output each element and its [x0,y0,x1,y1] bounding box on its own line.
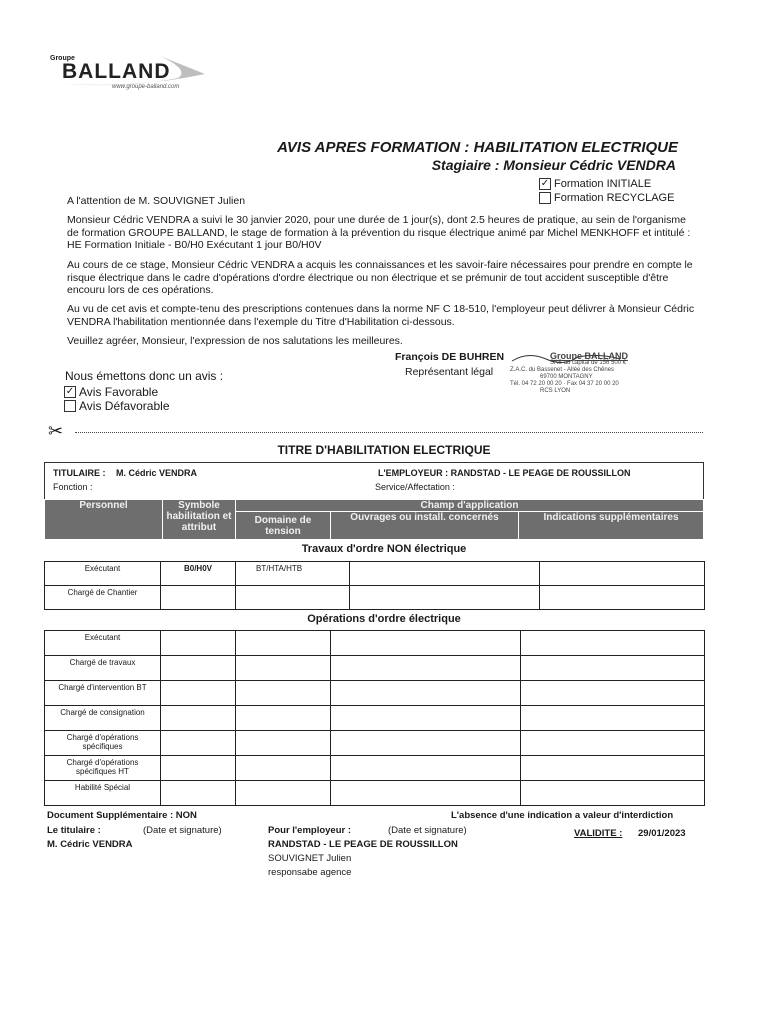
titulaire-label: TITULAIRE : [53,468,106,478]
employeur-label: L'EMPLOYEUR : [378,468,449,478]
cell-domaine [236,681,331,706]
table-row [45,756,705,781]
cell-domaine [236,756,331,781]
titulaire-date-label: (Date et signature) [143,825,222,836]
validite-date: 29/01/2023 [638,828,686,839]
stamp-line: Tél. 04 72 20 00 20 · Fax 04 37 20 00 20 [510,381,619,387]
avis-defavorable-checkbox[interactable] [64,400,76,412]
stamp-line: RCS LYON [540,388,571,394]
formation-recyclage-checkbox[interactable] [539,192,551,204]
paragraph-2: Au cours de ce stage, Monsieur Cédric VENDRA a acquis les connaissances et les savoir-faire nécessaires pour prendre en compte le risque électrique dans le cadre d'opérations d'ordre électrique ou non électrique et se prémunir de tout accident susceptible d'être encouru lors de ces opérations. [67,259,693,296]
cell-symbole [161,781,236,806]
employeur-field [378,468,631,478]
header-personnel: Personnel [45,500,163,540]
section-non-electrique-title: Travaux d'ordre NON électrique [301,543,467,555]
cell-personnel: Chargé d'opérations spécifiques HT [45,756,161,781]
cell-symbole [161,631,236,656]
cell-symbole [161,756,236,781]
titulaire-sign-name: M. Cédric VENDRA [47,839,133,850]
avis-defavorable-label: Avis Défavorable [79,398,170,413]
logo-name: BALLAND [62,60,171,83]
habilitation-table-header [44,499,704,540]
paragraph-4: Veuillez agréer, Monsieur, l'expression de nos salutations les meilleures. [67,335,403,347]
validite-label: VALIDITE : [574,828,623,839]
cell-ouvrages [331,756,521,781]
cell-indications [521,631,705,656]
cell-ouvrages [331,681,521,706]
table-row [45,681,705,706]
cell-symbole [161,681,236,706]
cell-ouvrages [331,656,521,681]
signatory-name: François DE BUHREN [395,351,505,363]
cell-personnel: Chargé d'intervention BT [45,681,161,706]
cell-symbole [161,656,236,681]
cell-ouvrages [331,631,521,656]
cell-personnel: Exécutant [45,562,161,586]
paragraph-3: Au vu de cet avis et compte-tenu des prescriptions contenues dans la norme NF C 18-510, l'employeur peut délivrer à Monsieur Cédric VENDRA l'habilitation mentionnée dans l'exemple du Titre d'Habilitation ci-dessous. [67,303,695,328]
document-title: AVIS APRES FORMATION : HABILITATION ELECTRIQUE [277,139,678,156]
employeur-sign-label: Pour l'employeur : [268,825,352,836]
stagiaire-title: Stagiaire : Monsieur Cédric VENDRA [431,157,676,173]
cell-indications [521,656,705,681]
fonction-label: Fonction : [53,482,93,492]
service-label: Service/Affectation : [375,482,455,492]
avis-intro: Nous émettons donc un avis : [65,369,224,383]
titulaire-value: M. Cédric VENDRA [116,468,198,478]
employeur-sign-person: SOUVIGNET Julien [268,853,352,864]
cell-personnel: Exécutant [45,631,161,656]
document-supplementaire: Document Supplémentaire : NON [47,810,197,821]
scissors-icon: ✂ [48,421,64,441]
header-champ: Champ d'application [236,500,704,512]
formation-initiale-option[interactable] [539,178,651,190]
cell-ouvrages [350,586,540,610]
titulaire-field [53,468,197,478]
titulaire-employeur-box [44,462,704,500]
cell-indications [540,562,705,586]
cell-ouvrages [331,781,521,806]
formation-recyclage-label: Formation RECYCLAGE [554,192,675,205]
table-row [45,656,705,681]
avis-defavorable-option[interactable] [64,398,170,413]
table-row [45,706,705,731]
cell-indications [521,756,705,781]
company-stamp [510,353,690,403]
titre-habilitation-heading: TITRE D'HABILITATION ELECTRIQUE [277,443,491,457]
stamp-line: 69700 MONTAGNY [540,374,593,380]
cell-indications [521,681,705,706]
logo-groupe-text: Groupe [50,55,75,62]
cell-indications [540,586,705,610]
cut-line [75,432,703,433]
section-electrique-title: Opérations d'ordre électrique [307,613,461,625]
cell-domaine [236,706,331,731]
table-row [45,731,705,756]
header-ouvrages: Ouvrages ou install. concernés [331,512,519,540]
formation-initiale-label: Formation INITIALE [554,178,652,191]
cell-symbole: B0/H0V [161,562,236,586]
table-non-electrique [44,561,705,610]
cell-personnel: Chargé d'opérations spécifiques [45,731,161,756]
employeur-value: RANDSTAD - LE PEAGE DE ROUSSILLON [450,468,631,478]
formation-recyclage-option[interactable] [539,192,674,204]
cell-symbole [161,731,236,756]
table-row [45,562,705,586]
cell-domaine [236,781,331,806]
formation-initiale-checkbox[interactable]: ✓ [540,178,550,190]
stamp-line: SAS au capital de 156 500 € [550,360,627,366]
cell-indications [521,781,705,806]
attention-line: A l'attention de M. SOUVIGNET Julien [67,195,246,207]
avis-favorable-checkbox[interactable]: ✓ [65,385,75,397]
cell-domaine [236,631,331,656]
cell-domaine [236,731,331,756]
cell-domaine [236,586,350,610]
header-domaine: Domaine de tension [236,512,331,540]
cell-personnel: Chargé de travaux [45,656,161,681]
cell-indications [521,706,705,731]
table-row [45,631,705,656]
cell-indications [521,731,705,756]
cell-symbole [161,586,236,610]
absence-note: L'absence d'une indication a valeur d'interdiction [451,810,674,821]
cell-personnel: Chargé de consignation [45,706,161,731]
table-row [45,586,705,610]
stamp-company: Groupe BALLAND [550,351,628,361]
avis-favorable-label: Avis Favorable [79,384,159,399]
signatory-role: Représentant légal [405,366,494,378]
paragraph-1: Monsieur Cédric VENDRA a suivi le 30 janvier 2020, pour une durée de 1 jour(s), dont 2.5 heures de pratique, au sein de l'organisme de formation GROUPE BALLAND, le stage de formation à la prévention du risque électrique animé par Michel MENKHOFF et intitulé : HE Formation Initiale - B0/H0 Exécutant 1 jour B0/H0V [67,214,691,251]
titulaire-sign-label: Le titulaire : [47,825,101,836]
cell-domaine: BT/HTA/HTB [236,562,350,586]
employeur-date-label: (Date et signature) [388,825,467,836]
cell-personnel: Habilité Spécial [45,781,161,806]
employeur-sign-role: responsabe agence [268,867,352,878]
cell-ouvrages [331,706,521,731]
stamp-line: Z.A.C. du Bassenet - Allée des Chênes [510,367,615,373]
header-symbole: Symbole habilitation et attribut [163,500,236,540]
cell-symbole [161,706,236,731]
employeur-sign-company: RANDSTAD - LE PEAGE DE ROUSSILLON [268,839,458,850]
cell-domaine [236,656,331,681]
cell-ouvrages [331,731,521,756]
avis-favorable-option[interactable] [64,384,158,399]
header-indications: Indications supplémentaires [519,512,704,540]
logo-url: www.groupe-balland.com [112,84,180,90]
cell-ouvrages [350,562,540,586]
table-row [45,781,705,806]
table-electrique [44,630,705,806]
cell-personnel: Chargé de Chantier [45,586,161,610]
